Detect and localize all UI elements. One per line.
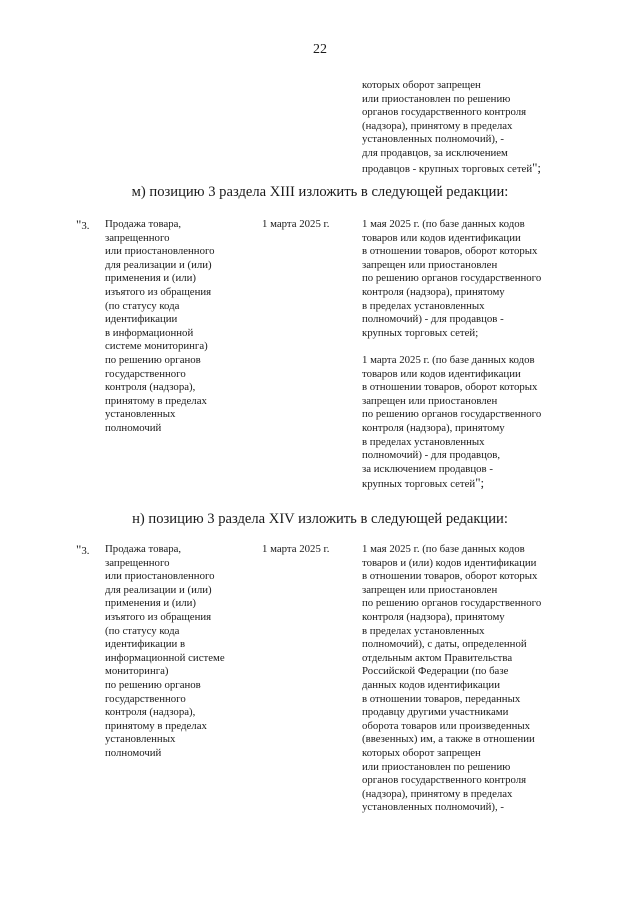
text-line: 1 мая 2025 г. (по базе данных кодов xyxy=(362,218,525,230)
text-line: запрещенного xyxy=(105,231,170,244)
text-line: идентификации в xyxy=(105,638,186,651)
text-line: (по статусу кода xyxy=(105,299,180,312)
text-line: установленных полномочий), - xyxy=(362,801,504,814)
text-line: 1 марта 2025 г. (по базе данных кодов xyxy=(362,353,535,366)
text-line: или приостановленного xyxy=(105,245,215,258)
item-name xyxy=(105,543,225,761)
item-date: 1 марта 2025 г. xyxy=(262,218,330,230)
text-line: по решению органов государственного xyxy=(362,272,542,285)
text-line: применения и (или) xyxy=(105,597,196,610)
text-line: продавцов - крупных торговых сетей"; xyxy=(362,159,542,175)
text-line: товаров и (или) кодов идентификации xyxy=(362,556,537,569)
text-line: (надзора), принятому в пределах xyxy=(362,119,513,132)
text-line: контроля (надзора), xyxy=(105,706,196,719)
text-line: отдельным актом Правительства xyxy=(362,651,513,664)
text-line: полномочий xyxy=(105,421,162,434)
text-line: оборота товаров или произведенных xyxy=(362,719,531,732)
detail-paragraph xyxy=(362,218,541,340)
text-line: принятому в пределах xyxy=(105,719,207,732)
item-name xyxy=(105,218,215,436)
text-line: запрещенного xyxy=(105,556,170,569)
text-line: которых оборот запрещен xyxy=(362,746,481,759)
text-line: товаров или кодов идентификации xyxy=(362,231,521,244)
text-line: установленных xyxy=(105,408,176,421)
item-number: "3. xyxy=(76,542,90,557)
text-line: 1 мая 2025 г. (по базе данных кодов xyxy=(362,543,525,555)
text-line: в отношении товаров, переданных xyxy=(362,692,521,705)
text-line: контроля (надзора), xyxy=(105,381,196,394)
text-line: идентификации xyxy=(105,313,178,326)
text-line: товаров или кодов идентификации xyxy=(362,367,521,380)
text-line: в отношении товаров, оборот которых xyxy=(362,245,538,258)
text-line: изъятого из обращения xyxy=(105,610,212,623)
text-line: по решению органов государственного xyxy=(362,408,542,421)
text-line: полномочий) - для продавцов - xyxy=(362,313,504,326)
text-line: Российской Федерации (по базе xyxy=(362,665,509,678)
page-number: 22 xyxy=(313,42,327,57)
text-line: полномочий) - для продавцов, xyxy=(362,449,501,462)
text-line: в пределах установленных xyxy=(362,435,485,448)
text-line: Продажа товара, xyxy=(105,543,182,555)
text-line: (ввезенных) им, а также в отношении xyxy=(362,733,535,746)
text-line: в отношении товаров, оборот которых xyxy=(362,381,538,394)
section-n-heading: н) позицию 3 раздела XIV изложить в следующей редакции: xyxy=(132,511,508,527)
text-line: крупных торговых сетей; xyxy=(362,326,479,339)
text-line: органов государственного контроля xyxy=(362,774,527,787)
text-line: по решению органов xyxy=(105,678,201,691)
text-line: контроля (надзора), принятому xyxy=(362,610,505,623)
text-line: в отношении товаров, оборот которых xyxy=(362,570,538,583)
text-line: продавцу другими участниками xyxy=(362,706,509,719)
text-line: (надзора), принятому в пределах xyxy=(362,787,513,800)
text-line: полномочий xyxy=(105,746,162,759)
text-line: в пределах установленных xyxy=(362,299,485,312)
text-line: запрещен или приостановлен xyxy=(362,394,498,407)
item-detail xyxy=(362,218,541,492)
text-line: для реализации и (или) xyxy=(105,583,212,596)
text-line: запрещен или приостановлен xyxy=(362,258,498,271)
continuation-text xyxy=(362,79,541,176)
text-line: которых оборот запрещен xyxy=(362,79,481,91)
text-line: (по статусу кода xyxy=(105,624,180,637)
text-line: или приостановлен по решению xyxy=(362,92,511,105)
text-line: в пределах установленных xyxy=(362,624,485,637)
text-line: установленных полномочий), - xyxy=(362,133,504,146)
text-line: для реализации и (или) xyxy=(105,258,212,271)
closing-quote: "; xyxy=(532,159,542,175)
text-line: государственного xyxy=(105,692,186,705)
text-line: применения и (или) xyxy=(105,272,196,285)
text-line: в информационной xyxy=(105,326,194,339)
text-line: контроля (надзора), принятому xyxy=(362,285,505,298)
text-line: за исключением продавцов - xyxy=(362,462,493,475)
text-line: информационной системе xyxy=(105,651,225,664)
text-line: данных кодов идентификации xyxy=(362,678,500,691)
text-line: установленных xyxy=(105,733,176,746)
text-line: по решению органов государственного xyxy=(362,597,542,610)
text-line: изъятого из обращения xyxy=(105,285,212,298)
text-line: государственного xyxy=(105,367,186,380)
detail-paragraph xyxy=(362,354,541,492)
text-line: полномочий), с даты, определенной xyxy=(362,638,527,651)
text-line: контроля (надзора), принятому xyxy=(362,421,505,434)
text-line: мониторинга) xyxy=(105,665,169,678)
text-line: или приостановлен по решению xyxy=(362,760,511,773)
closing-quote: "; xyxy=(475,475,485,491)
text-line: запрещен или приостановлен xyxy=(362,583,498,596)
text-line: по решению органов xyxy=(105,353,201,366)
text-line: или приостановленного xyxy=(105,570,215,583)
text-line: Продажа товара, xyxy=(105,218,182,230)
text-line: системе мониторинга) xyxy=(105,340,208,353)
item-number: "3. xyxy=(76,217,90,232)
text-line: органов государственного контроля xyxy=(362,106,527,119)
text-line: крупных торговых сетей"; xyxy=(362,475,485,491)
item-date: 1 марта 2025 г. xyxy=(262,543,330,555)
section-m-heading: м) позицию 3 раздела XIII изложить в следующей редакции: xyxy=(131,184,509,200)
text-line: принятому в пределах xyxy=(105,394,207,407)
text-line: для продавцов, за исключением xyxy=(362,146,508,159)
item-detail xyxy=(362,543,541,815)
